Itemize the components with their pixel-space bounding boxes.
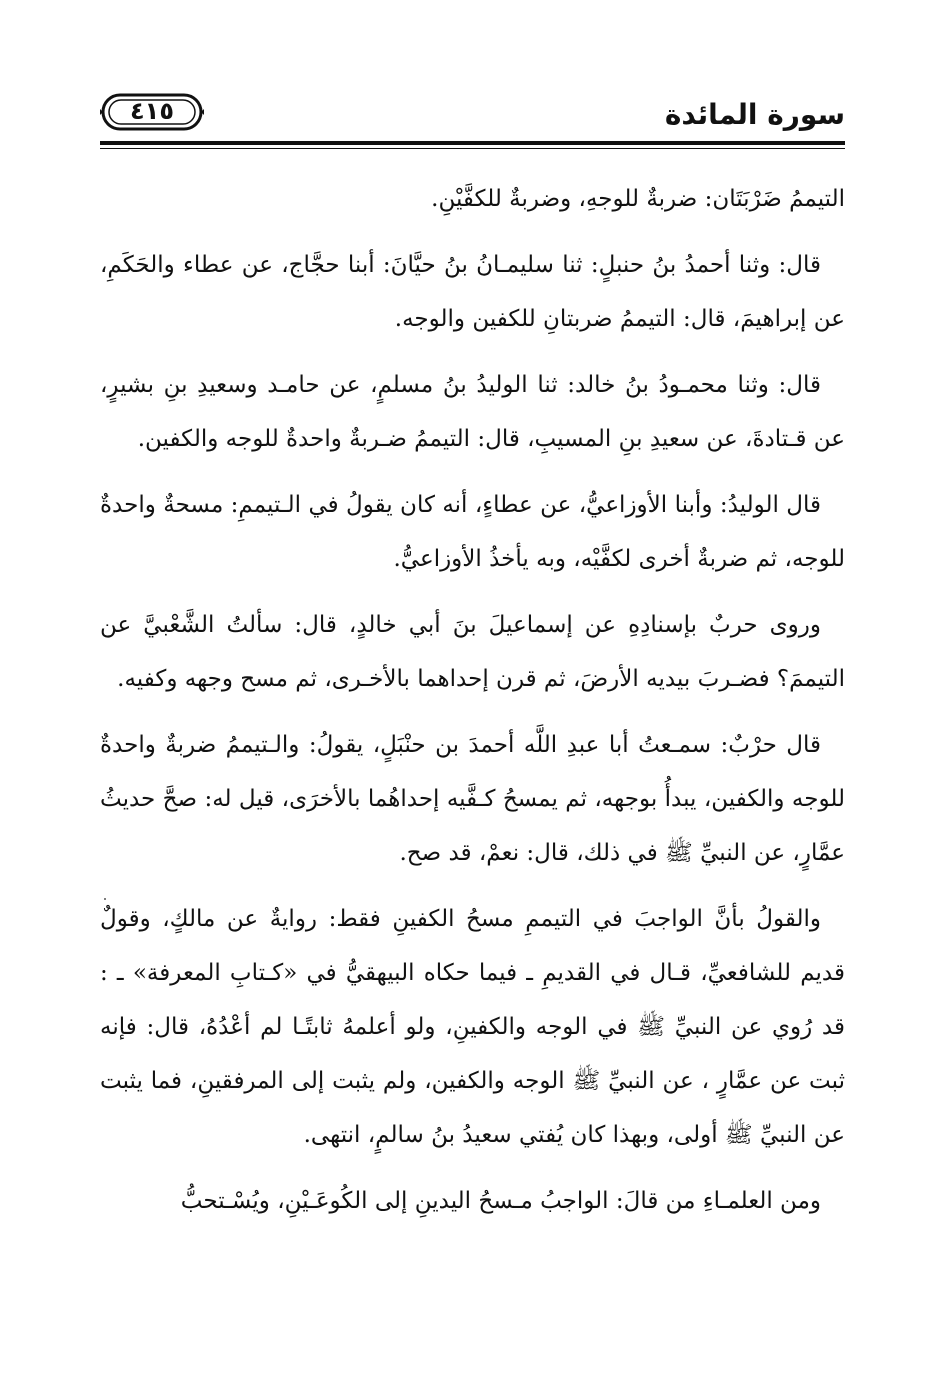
page-number-badge [100,92,204,132]
paragraph: والقولُ بأنَّ الواجبَ في التيممِ مسحُ الكفينِ فقط: روايةٌ عن مالكٍ، وقولٌ قديم للشافعيِّ، قـال في القديمِ ـ فيما حكاه البيهقيُّ في «كـتابِ المعرفة» ـ : قد رُوي عن النبيِّ ﷺ في الوجه والكفينِ، ولو أعلمهُ ثابتًـا لم أعْدُهُ، قال: فإنه ثبت عن عمَّارٍ ، عن النبيِّ ﷺ الوجه والكفين، ولم يثبت إلى المرفقينِ، فما يثبت عن النبيِّ ﷺ أولى، وبهذا كان يُفتي سعيدُ بنُ سالمٍ، انتهى. [100,906,845,1148]
header-rule-thin [100,148,845,149]
paragraph: قال: وثنا أحمدُ بنُ حنبلٍ: ثنا سليمـانُ بنُ حيَّانَ: أبنا حجَّاج، عن عطاء والحَكَمِ، عن إبراهيمَ، قال: التيممُ ضربتانِ للكفين والوجه. [100,252,845,332]
paragraph: قال: وثنا محمـودُ بنُ خالد: ثنا الوليدُ بنُ مسلمٍ، عن حامـد وسعيدِ بنِ بشيرٍ، عن قـتادةَ، عن سعيدِ بنِ المسيبِ، قال: التيممُ ضـربةٌ واحدةٌ للوجه والكفين. [100,372,845,452]
page-header [100,86,845,146]
page-body [100,172,845,1228]
paragraph: ومن العلمـاءِ من قالَ: الواجبُ مـسحُ اليدينِ إلى الكُوعَـيْنِ، ويُسْـتحبُّ [180,1188,821,1214]
paragraph: التيممُ ضَرْبَتَان: ضربةٌ للوجهِ، وضربةٌ للكفَّيْنِ. [431,186,845,212]
paragraph: وروى حربٌ بإسنادِهِ عن إسماعيلَ بنَ أبي خالدٍ، قال: سألتُ الشَّعْبيَّ عن التيممَ؟ فضـربَ بيديه الأرضَ، ثم قرن إحداهما بالأخـرى، ثم مسح وجهه وكفيه. [100,612,845,692]
page-number: ٤١٥ [130,97,174,125]
surah-title: سورة المائدة [664,98,845,131]
scan-speck [104,898,106,900]
paragraph: قال حرْبٌ: سمـعتُ أبا عبدِ اللَّه أحمدَ بن حنْبَلٍ، يقولُ: والـتيممُ ضربةٌ واحدةٌ للوجه والكفين، يبدأُ بوجهه، ثم يمسحُ كـفَّيه إحداهُما بالأخرَى، قيل له: صحَّ حديثُ عمَّارٍ، عن النبيِّ ﷺ في ذلك، قال: نعمْ، قد صح. [100,732,845,866]
paragraph: قال الوليدُ: وأبنا الأوزاعيُّ، عن عطاءٍ، أنه كان يقولُ في الـتيممِ: مسحةٌ واحدةٌ للوجه، ثم ضربةٌ أخرى لكفَّيْه، وبه يأخذُ الأوزاعيُّ. [100,492,845,572]
header-rule-thick [100,141,845,145]
